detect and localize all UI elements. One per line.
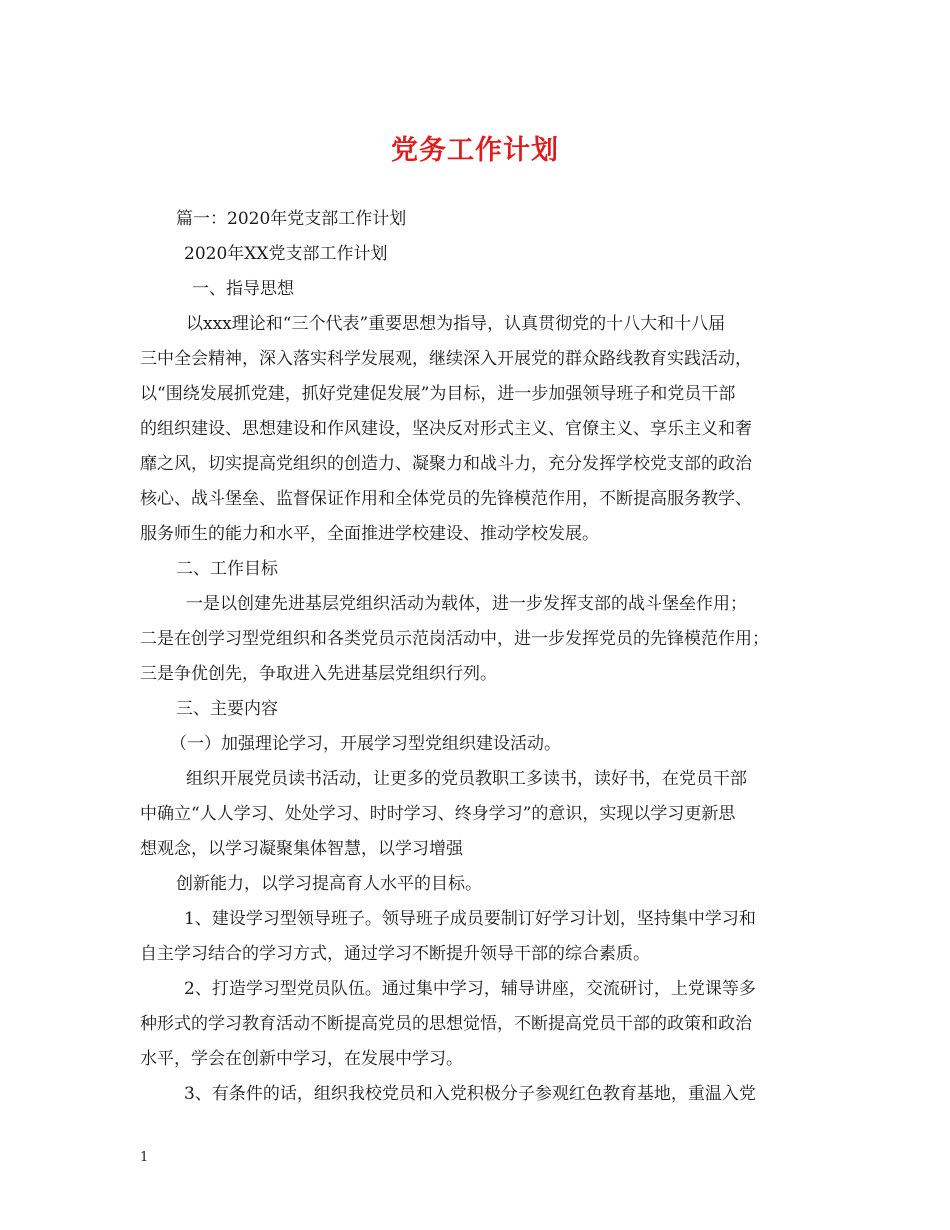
text-line: 一是以创建先进基层党组织活动为载体，进一步发挥支部的战斗堡垒作用；	[186, 594, 747, 614]
text-line: 创新能力，以学习提高育人水平的目标。	[176, 874, 482, 894]
text-line: 中确立“人人学习、处处学习、时时学习、终身学习”的意识，实现以学习更新思	[140, 804, 736, 824]
text-line: 靡之风，切实提高党组织的创造力、凝聚力和战斗力，充分发挥学校党支部的政治	[140, 454, 752, 474]
text-line: 种形式的学习教育活动不断提高党员的思想觉悟，不断提高党员干部的政策和政治	[140, 1014, 752, 1034]
document-title: 党务工作计划	[391, 135, 559, 166]
section-subtitle: 2020年XX党支部工作计划	[184, 244, 388, 264]
subheading-theory-study: （一）加强理论学习，开展学习型党组织建设活动。	[170, 734, 561, 754]
text-line: 三是争优创先，争取进入先进基层党组织行列。	[140, 664, 497, 684]
paragraph-item-1	[140, 902, 830, 972]
text-line: 三中全会精神，深入落实科学发展观，继续深入开展党的群众路线教育实践活动，	[140, 349, 752, 369]
heading-guiding-thought: 一、指导思想	[192, 279, 294, 299]
text-line: 核心、战斗堡垒、监督保证作用和全体党员的先锋模范作用，不断提高服务教学、	[140, 489, 752, 509]
paragraph-work-goals	[140, 587, 830, 692]
paragraph-guiding-thought	[140, 307, 830, 552]
text-line: 3、有条件的话，组织我校党员和入党积极分子参观红色教育基地，重温入党	[184, 1084, 756, 1104]
text-line: 水平，学会在创新中学习，在发展中学习。	[140, 1049, 463, 1069]
section-heading: 篇一：2020年党支部工作计划	[176, 209, 407, 229]
text-line: 组织开展党员读书活动，让更多的党员教职工多读书，读好书，在党员干部	[186, 769, 747, 789]
paragraph-reading-activity	[140, 762, 830, 902]
text-line: 以xxx理论和“三个代表”重要思想为指导，认真贯彻党的十八大和十八届	[186, 314, 726, 334]
text-line: 二是在创学习型党组织和各类党员示范岗活动中，进一步发挥党员的先锋模范作用；	[140, 629, 769, 649]
document-body	[140, 202, 830, 1112]
text-line: 2、打造学习型党员队伍。通过集中学习，辅导讲座，交流研讨，上党课等多	[184, 979, 756, 999]
text-line: 的组织建设、思想建设和作风建设，坚决反对形式主义、官僚主义、享乐主义和奢	[140, 419, 752, 439]
text-line: 自主学习结合的学习方式，通过学习不断提升领导干部的综合素质。	[140, 944, 650, 964]
heading-main-content: 三、主要内容	[176, 699, 278, 719]
paragraph-item-2	[140, 972, 830, 1077]
paragraph-item-3	[140, 1077, 830, 1112]
heading-work-goals: 二、工作目标	[176, 559, 278, 579]
text-line: 1、建设学习型领导班子。领导班子成员要制订好学习计划，坚持集中学习和	[184, 909, 756, 929]
text-line: 以“围绕发展抓党建，抓好党建促发展”为目标，进一步加强领导班子和党员干部	[140, 384, 736, 404]
page-number: 1	[140, 1150, 149, 1165]
text-line: 想观念，以学习凝聚集体智慧，以学习增强	[140, 839, 463, 859]
text-line: 服务师生的能力和水平，全面推进学校建设、推动学校发展。	[140, 524, 599, 544]
